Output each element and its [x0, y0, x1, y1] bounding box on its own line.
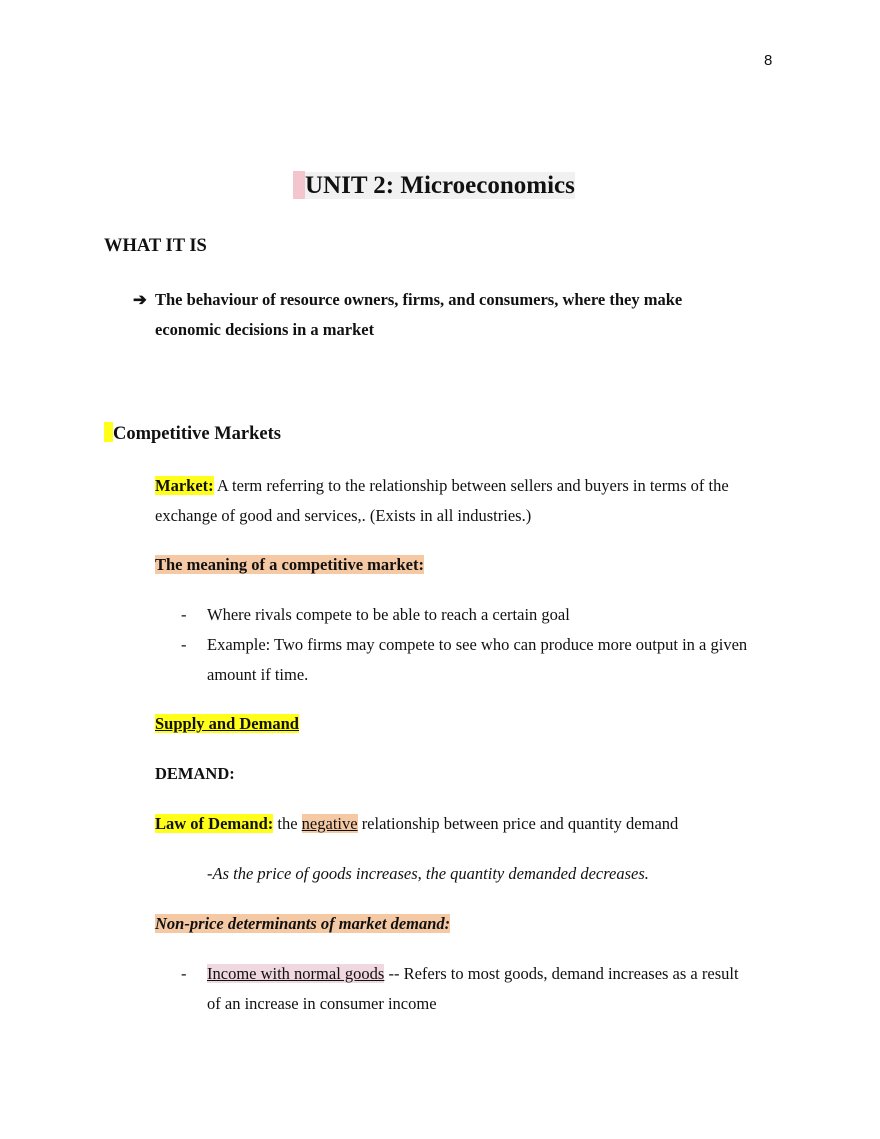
- section-heading-what-it-is: WHAT IT IS: [104, 236, 207, 256]
- market-definition: Market: A term referring to the relationship between sellers and buyers in terms of the: [155, 476, 729, 495]
- law-of-demand: Law of Demand: the negative relationship between price and quantity demand: [155, 814, 679, 833]
- highlight-mark: [104, 422, 113, 442]
- highlight-mark: [293, 171, 305, 199]
- dash-bullet: -: [181, 964, 187, 983]
- arrow-bullet-icon: ➔: [133, 290, 147, 309]
- market-definition-line-2: exchange of good and services,. (Exists in all industries.): [155, 506, 532, 525]
- definition-line-2: economic decisions in a market: [155, 320, 375, 339]
- list-item-continuation: of an increase in consumer income: [207, 994, 437, 1013]
- demand-heading: DEMAND:: [155, 764, 235, 783]
- list-item: Income with normal goods -- Refers to most goods, demand increases as a result: [207, 964, 739, 983]
- definition-line-1: The behaviour of resource owners, firms, and consumers, where they make: [155, 290, 683, 309]
- supply-demand-heading: Supply and Demand: [155, 714, 299, 733]
- list-item: Where rivals compete to be able to reach a certain goal: [207, 605, 570, 624]
- page-number: 8: [764, 52, 773, 69]
- section-heading-competitive-markets: Competitive Markets: [104, 422, 281, 445]
- nonprice-heading: Non-price determinants of market demand:: [155, 914, 451, 933]
- page-title: UNIT 2: Microeconomics: [293, 171, 575, 201]
- dash-bullet: -: [181, 605, 187, 624]
- competitive-market-heading: The meaning of a competitive market:: [155, 555, 424, 574]
- list-item-continuation: amount if time.: [207, 665, 309, 684]
- list-item: Example: Two firms may compete to see who can produce more output in a given: [207, 635, 748, 654]
- dash-bullet: -: [181, 635, 187, 654]
- law-of-demand-example: -As the price of goods increases, the quantity demanded decreases.: [207, 864, 649, 883]
